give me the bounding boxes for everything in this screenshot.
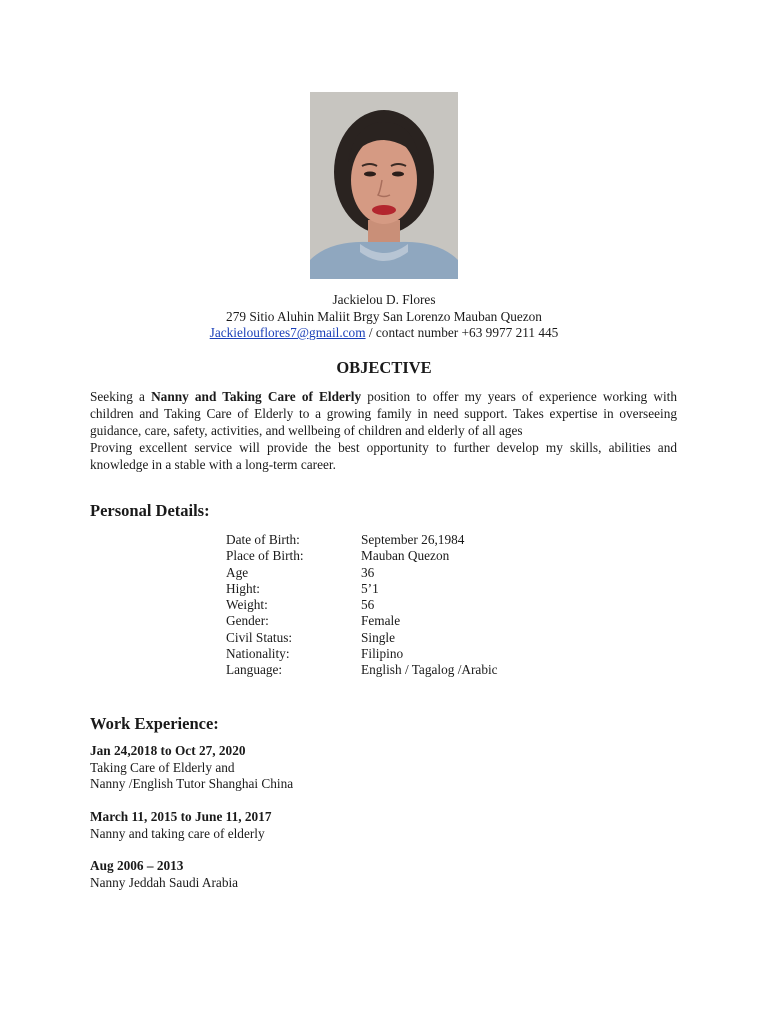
detail-value: 56 bbox=[361, 597, 375, 613]
detail-label: Civil Status: bbox=[226, 629, 293, 645]
work-experience-heading: Work Experience: bbox=[90, 714, 219, 733]
objective-body: position to offer my years of experience working with children and Taking Care of Elderly to a growing family in need support. Takes expertise in overseeing guidance, care, safety, activities, and wellbeing of children and elderly of all ages bbox=[90, 389, 677, 438]
personal-details-heading: Personal Details: bbox=[90, 501, 210, 520]
email-link[interactable]: Jackielouflores7@gmail.com bbox=[209, 325, 366, 340]
detail-label: Language: bbox=[226, 662, 283, 678]
detail-value: 5’1 bbox=[361, 580, 379, 596]
job-entry bbox=[90, 809, 271, 842]
detail-value: September 26,1984 bbox=[361, 532, 465, 547]
detail-label: Date of Birth: bbox=[226, 532, 300, 547]
objective-heading: OBJECTIVE bbox=[336, 358, 432, 377]
job-entry bbox=[90, 743, 293, 793]
candidate-name: Jackielou D. Flores bbox=[332, 292, 436, 307]
personal-details-table bbox=[226, 532, 498, 679]
job-description: Nanny /English Tutor Shanghai China bbox=[90, 776, 294, 791]
objective-lead: Seeking a bbox=[90, 389, 152, 404]
detail-row bbox=[226, 565, 498, 581]
detail-label: Gender: bbox=[226, 613, 269, 629]
detail-row bbox=[226, 630, 498, 646]
detail-value: English / Tagalog /Arabic bbox=[361, 662, 498, 678]
job-date: Jan 24,2018 to Oct 27, 2020 bbox=[90, 743, 246, 758]
job-entry bbox=[90, 858, 238, 891]
job-description: Taking Care of Elderly and bbox=[90, 759, 235, 775]
contact-number: / contact number +63 9977 211 445 bbox=[365, 325, 559, 340]
detail-value: Mauban Quezon bbox=[361, 548, 450, 564]
profile-photo bbox=[310, 92, 458, 279]
detail-row bbox=[226, 646, 498, 662]
objective-paragraph bbox=[90, 388, 677, 473]
job-description: Nanny and taking care of elderly bbox=[90, 825, 265, 841]
job-date: March 11, 2015 to June 11, 2017 bbox=[90, 809, 272, 824]
detail-value: Filipino bbox=[361, 646, 404, 662]
detail-value: Female bbox=[361, 613, 401, 629]
detail-label: Age bbox=[226, 564, 249, 580]
contact-block bbox=[0, 292, 768, 342]
detail-label: Weight: bbox=[226, 597, 268, 613]
detail-row bbox=[226, 548, 498, 564]
job-date: Aug 2006 – 2013 bbox=[90, 858, 184, 873]
detail-row bbox=[226, 532, 498, 548]
detail-row bbox=[226, 581, 498, 597]
address: 279 Sitio Aluhin Maliit Brgy San Lorenzo Mauban Quezon bbox=[226, 308, 542, 324]
detail-value: 36 bbox=[361, 564, 375, 580]
detail-row bbox=[226, 597, 498, 613]
detail-label: Nationality: bbox=[226, 646, 290, 662]
detail-label: Place of Birth: bbox=[226, 548, 304, 564]
detail-row bbox=[226, 662, 498, 678]
objective-role: Nanny and Taking Care of Elderly bbox=[151, 389, 362, 404]
objective-second: Proving excellent service will provide the best opportunity to further develop my skills, abilities and knowledge in a stable with a long-term career. bbox=[90, 440, 677, 472]
detail-row bbox=[226, 613, 498, 629]
email-and-phone bbox=[0, 325, 768, 342]
job-description: Nanny Jeddah Saudi Arabia bbox=[90, 874, 239, 890]
detail-label: Hight: bbox=[226, 580, 260, 596]
detail-value: Single bbox=[361, 629, 395, 645]
